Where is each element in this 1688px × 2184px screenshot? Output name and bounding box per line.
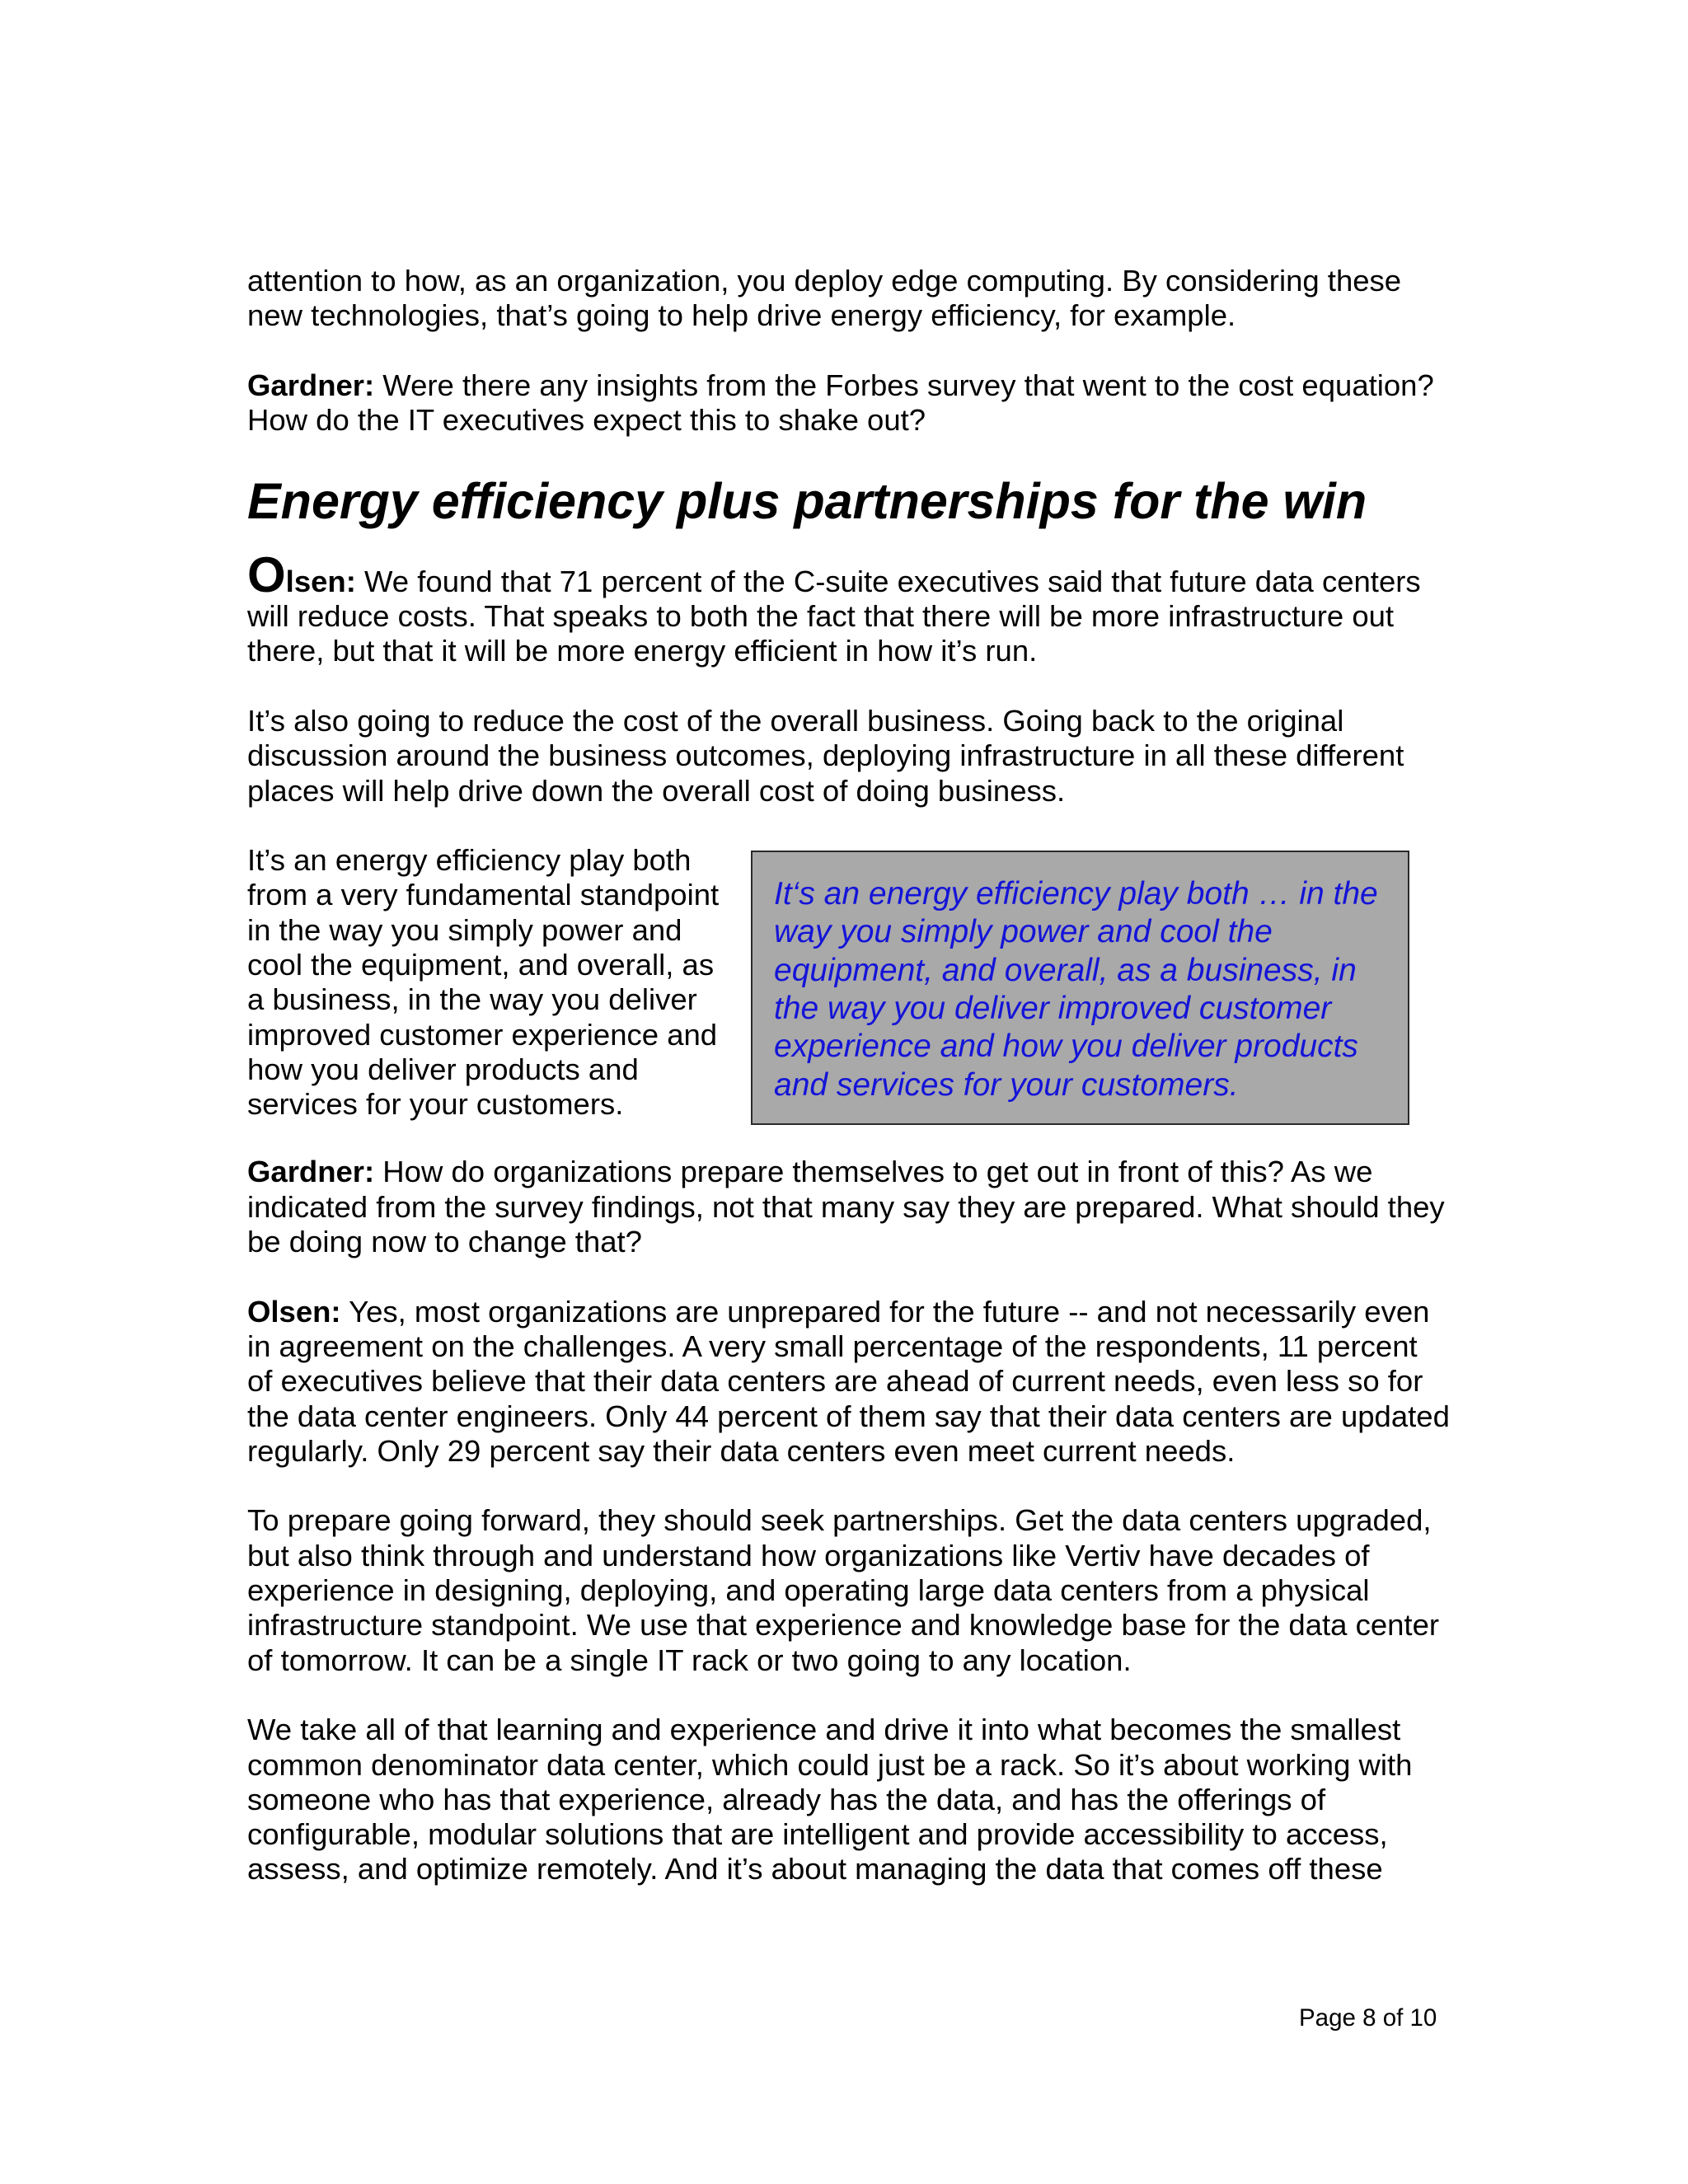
pullquote-text: It‘s an energy efficiency play both … in the way you simply power and cool the equipment, and overall, as a business, in the way you deliver improved customer experience and how you deliver products and services for your customers. xyxy=(774,876,1378,1103)
paragraph-text: How do organizations prepare themselves to get out in front of this? As we indicated from the survey findings, not that many say they are prepared. What should they be doing now to change that? xyxy=(247,1155,1445,1259)
speaker-label: lsen: xyxy=(285,564,356,598)
paragraph-text: Yes, most organizations are unprepared for the future -- and not necessarily even in agreement on the challenges. A very small percentage of the respondents, 11 percent of executives believe that their data centers are ahead of current needs, even less so for the data center engineers. Only 44 percent of them say that their data centers are updated regularly. Only 29 percent say their data centers even meet current needs. xyxy=(247,1294,1450,1468)
section-heading: Energy efficiency plus partnerships for the win xyxy=(247,472,1367,529)
pullquote-section xyxy=(247,843,1451,1120)
paragraph-olsen-intro xyxy=(247,546,1451,669)
page-number: Page 8 of 10 xyxy=(1299,2004,1437,2032)
paragraph-edge-computing xyxy=(247,264,1451,334)
document-body xyxy=(247,264,1451,1922)
paragraph-gardner-cost-question xyxy=(247,368,1451,438)
paragraph-gardner-prepare-question xyxy=(247,1155,1451,1259)
paragraph-olsen-unprepared xyxy=(247,1295,1451,1469)
paragraph-energy-efficiency-play: It’s an energy efficiency play both from a very fundamental standpoint in the way you simply power and cool the equipment, and overall, as a business, in the way you deliver improved customer experience and how you deliver products and services for your customers. xyxy=(247,843,720,1122)
speaker-label: Gardner: xyxy=(247,368,375,402)
paragraph-text: Were there any insights from the Forbes survey that went to the cost equation? How do the IT executives expect this to shake out? xyxy=(247,368,1434,438)
drop-cap: O xyxy=(247,546,286,602)
paragraph-learning-experience: We take all of that learning and experience and drive it into what becomes the smallest common denominator data center, which could just be a rack. So it’s about working with someone who has that experience, already has the data, and has the offerings of configurable, modular solutions that are intelligent and provide accessibility to access, assess, and optimize remotely. And it’s about managing the data that comes off these xyxy=(247,1713,1413,1886)
paragraph-text: attention to how, as an organization, you deploy edge computing. By considering these new technologies, that’s going to help drive energy efficiency, for example. xyxy=(247,264,1402,333)
speaker-label: Olsen: xyxy=(247,1294,341,1329)
paragraph-partnerships: To prepare going forward, they should seek partnerships. Get the data centers upgraded, but also think through and understand how organizations like Vertiv have decades of experience in designing, deploying, and operating large data centers from a physical infrastructure standpoint. We use that experience and knowledge base for the data center of tomorrow. It can be a single IT rack or two going to any location. xyxy=(247,1503,1440,1677)
paragraph-text: We found that 71 percent of the C-suite executives said that future data centers will reduce costs. That speaks to both the fact that there will be more infrastructure out there, but that it will be more energy efficient in how it’s run. xyxy=(247,564,1421,668)
paragraph-reduce-costs: It’s also going to reduce the cost of the overall business. Going back to the original discussion around the business outcomes, deploying infrastructure in all these different places will help drive down the overall cost of doing business. xyxy=(247,703,1404,808)
speaker-label: Gardner: xyxy=(247,1155,375,1189)
pullquote-box xyxy=(751,851,1409,1125)
